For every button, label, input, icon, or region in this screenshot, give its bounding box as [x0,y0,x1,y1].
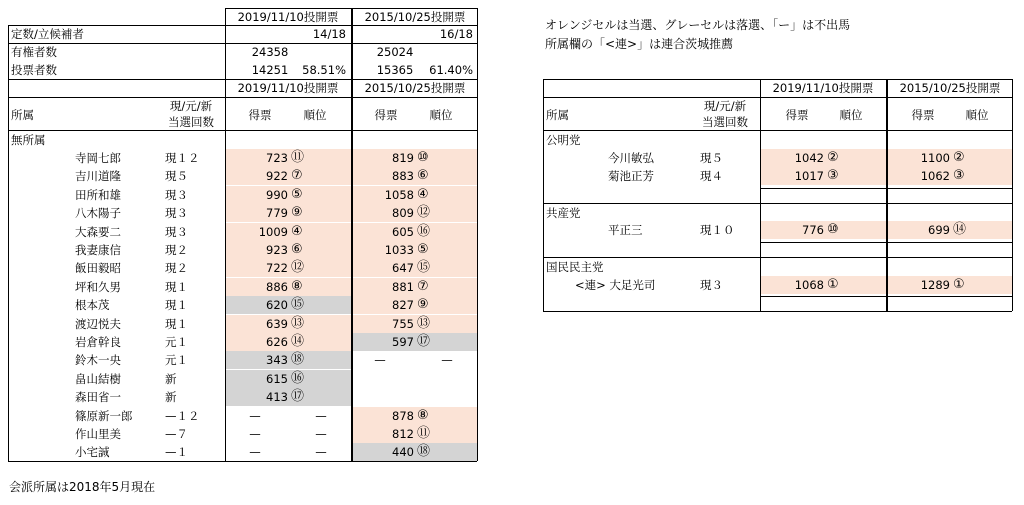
candidate-name: 作山里美 [75,427,121,441]
votes-2015: 812 [392,427,414,441]
rank-2015-circled: ⑤ [417,242,429,257]
votes-2019: 886 [266,279,288,294]
rank-2019-circled: ⑦ [291,168,303,184]
rank-2019-circled: ⑫ [291,260,305,276]
stat-label: 有権者数 [11,45,57,59]
candidate-status: 現３ [165,224,188,239]
rank-2019-circled: ① [827,277,839,292]
candidate-status: 新 [165,390,177,405]
stat-2019-extra: 58.51% [302,63,346,77]
member-name: 平正三 [608,223,643,237]
candidate-status: 元１ [165,335,188,349]
candidate-status: 現２ [165,261,188,276]
rank-2015: — [441,353,453,368]
votes-2019: — [249,445,261,460]
stat-2019-value: 24358 [251,45,289,59]
candidate-name: 根本茂 [75,298,110,313]
rank-2019: — [315,427,327,441]
rank-2019-circled: ⑮ [291,297,305,313]
election-header-2019: 2019/11/10投開票 [772,81,874,95]
candidate-name: 八木陽子 [75,206,121,221]
stat-2015-value: 25024 [376,45,414,59]
candidate-status: 現２ [165,243,188,257]
candidate-name: 寺岡七郎 [75,151,121,165]
rule [760,188,1012,189]
header-affiliation: 所属 [11,108,34,122]
candidate-status: —１２ [165,408,200,423]
candidate-status: —１ [165,445,188,460]
votes-2019: 990 [266,187,288,202]
votes-2019: 413 [266,390,288,405]
votes-2015: 647 [392,261,414,276]
rank-2015-circled: ⑬ [417,315,431,331]
rank-2019: — [315,408,327,423]
member-status: 現４ [700,169,723,183]
rank-2015-circled: ⑨ [417,297,429,313]
rule [351,8,353,461]
member-status: 現３ [700,278,723,292]
candidate-name: 鈴木一央 [75,353,121,368]
rank-2019-circled: ⑤ [291,186,303,202]
election-header-2015: 2015/10/25投開票 [364,81,466,95]
header-rank-2019: 順位 [303,108,327,122]
election-header-2019: 2019/11/10投開票 [237,10,339,24]
party-name: 公明党 [546,133,581,147]
rank-2019-circled: ⑯ [291,370,305,386]
affiliation-note: 所属欄の「<連>」は連合茨城推薦 [545,37,734,51]
stat-2015-extra: 61.40% [429,63,473,77]
legend-note: オレンジセルは当選、グレーセルは落選、「ー」は不出馬 [545,18,851,32]
rank-2015-circled: ⑮ [417,260,431,276]
rank-2019-circled: ⑧ [291,278,303,294]
rule [543,79,544,311]
candidate-name: 篠原新一郎 [75,408,133,423]
candidate-status: —７ [165,427,188,441]
votes-2019: 722 [266,261,288,276]
votes-2015: 809 [392,206,414,221]
votes-2015: — [374,353,386,368]
rule [760,296,1012,297]
votes-2019: 922 [266,169,288,184]
votes-2015: 819 [392,151,414,165]
votes-2015: 699 [928,223,950,237]
stat-2015-value: 15365 [376,63,414,77]
rank-2015-circled: ⑱ [417,444,431,460]
votes-2019: 723 [266,151,288,165]
rank-2019-circled: ⑭ [291,334,305,349]
header-votes-2015: 得票 [374,108,398,122]
votes-2015: 755 [392,316,414,331]
votes-2015: 1289 [920,278,950,292]
rank-2015-circled: ⑯ [417,223,431,239]
votes-2019: 779 [266,206,288,221]
rank-2019-circled: ⑩ [827,222,839,237]
rank-2019-circled: ⑰ [291,389,305,405]
header-status: 現/元/新 [169,99,213,113]
votes-2015: 878 [392,408,414,423]
rank-2019-circled: ⑱ [291,352,305,368]
rule [1012,79,1013,311]
header-wins: 当選回数 [702,115,748,129]
stat-2019-value: 14251 [251,63,289,77]
votes-2019: 639 [266,316,288,331]
votes-2015: 597 [392,335,414,349]
header-rank-2019: 順位 [839,108,863,122]
member-name: 今川敏弘 [608,151,654,165]
header-status: 現/元/新 [703,99,747,113]
rank-2015-circled: ⑫ [417,205,431,221]
rule [8,79,477,80]
candidate-name: 飯田毅昭 [75,261,121,276]
header-rank-2015: 順位 [965,108,989,122]
rank-2019-circled: ⑨ [291,205,303,221]
votes-2019: 1068 [794,278,824,292]
candidate-status: 現１ [165,279,188,294]
candidate-name: 我妻康信 [75,243,121,257]
footnote: 会派所属は2018年5月現在 [9,480,156,494]
rule [543,203,1012,204]
rank-2015-circled: ③ [953,168,965,183]
candidate-name: 坪和久男 [75,279,121,294]
stat-label: 投票者数 [11,63,57,77]
votes-2019: 626 [266,335,288,349]
votes-2015: 1100 [920,151,950,165]
votes-2015: 1033 [384,243,414,257]
party-name: 国民民主党 [546,260,604,274]
votes-2019: 620 [266,298,288,313]
votes-2019: — [249,408,261,423]
member-status: 現１０ [700,223,735,237]
election-header-2015: 2015/10/25投開票 [364,10,466,24]
rule [477,8,478,461]
election-header-2015: 2015/10/25投開票 [899,81,1001,95]
rank-2015-circled: ⑭ [953,222,967,237]
rank-2015-circled: ⑪ [417,426,431,441]
votes-2019: 923 [266,243,288,257]
rule [8,97,477,98]
votes-2019: 1009 [258,224,288,239]
candidate-name: 畠山結樹 [75,371,121,386]
group-label: 無所属 [11,133,46,147]
member-status: 現５ [700,151,723,165]
rule [543,130,1012,131]
rank-2019-circled: ④ [291,223,303,239]
votes-2019: 615 [266,371,288,386]
member-name: <連> 大足光司 [575,278,656,292]
candidate-name: 渡辺悦夫 [75,316,121,331]
rank-2019-circled: ② [827,150,839,165]
rank-2019-circled: ⑬ [291,315,305,331]
votes-2019: 343 [266,353,288,368]
rank-2015-circled: ⑰ [417,334,431,349]
candidate-name: 大森要二 [75,224,121,239]
rule [543,79,1012,80]
rule [8,130,477,131]
votes-2015: 883 [392,169,414,184]
header-affiliation: 所属 [546,108,569,122]
header-votes-2015: 得票 [911,108,935,122]
rule [225,8,226,461]
header-rank-2015: 順位 [429,108,453,122]
rank-2019: — [315,445,327,460]
rule [543,257,1012,258]
rule [8,43,477,44]
rule [760,242,1012,243]
rank-2019-circled: ⑥ [291,242,303,257]
rank-2015-circled: ④ [417,186,429,202]
votes-2019: — [249,427,261,441]
candidate-status: 現５ [165,169,188,184]
votes-2019: 776 [802,223,824,237]
candidate-status: 新 [165,371,177,386]
party-name: 共産党 [546,206,581,220]
candidate-name: 森田省一 [75,390,121,405]
votes-2015: 881 [392,279,414,294]
rule [543,97,1012,98]
rank-2015-circled: ⑥ [417,168,429,184]
rule [543,311,1012,312]
votes-2019: 1017 [794,169,824,183]
candidate-status: 現３ [165,187,188,202]
rank-2015-circled: ⑦ [417,278,429,294]
candidate-status: 現１ [165,316,188,331]
header-wins: 当選回数 [168,115,214,129]
votes-2015: 440 [392,445,414,460]
votes-2015: 1062 [920,169,950,183]
header-votes-2019: 得票 [785,108,809,122]
candidate-status: 元１ [165,353,188,368]
rule [8,25,9,461]
stat-2019-extra: 14/18 [312,27,346,41]
candidate-name: 小宅誠 [75,445,110,460]
rank-2015-circled: ① [953,277,965,292]
rule [8,461,477,462]
candidate-status: 現３ [165,206,188,221]
candidate-name: 吉川道隆 [75,169,121,184]
header-votes-2019: 得票 [248,108,272,122]
candidate-status: 現１ [165,298,188,313]
votes-2015: 605 [392,224,414,239]
candidate-status: 現１２ [165,151,200,165]
election-header-2019: 2019/11/10投開票 [237,81,339,95]
stat-label: 定数/立候補者 [11,27,84,41]
rank-2019-circled: ③ [827,168,839,183]
stat-2015-extra: 16/18 [439,27,473,41]
rank-2015-circled: ② [953,150,965,165]
rank-2015-circled: ⑧ [417,407,429,423]
rule [8,25,477,26]
rank-2015-circled: ⑩ [417,150,429,165]
candidate-name: 田所和雄 [75,187,121,202]
rank-2019-circled: ⑪ [291,150,305,165]
votes-2015: 827 [392,298,414,313]
candidate-name: 岩倉幹良 [75,335,121,349]
votes-2015: 1058 [384,187,414,202]
votes-2019: 1042 [794,151,824,165]
member-name: 菊池正芳 [608,169,654,183]
